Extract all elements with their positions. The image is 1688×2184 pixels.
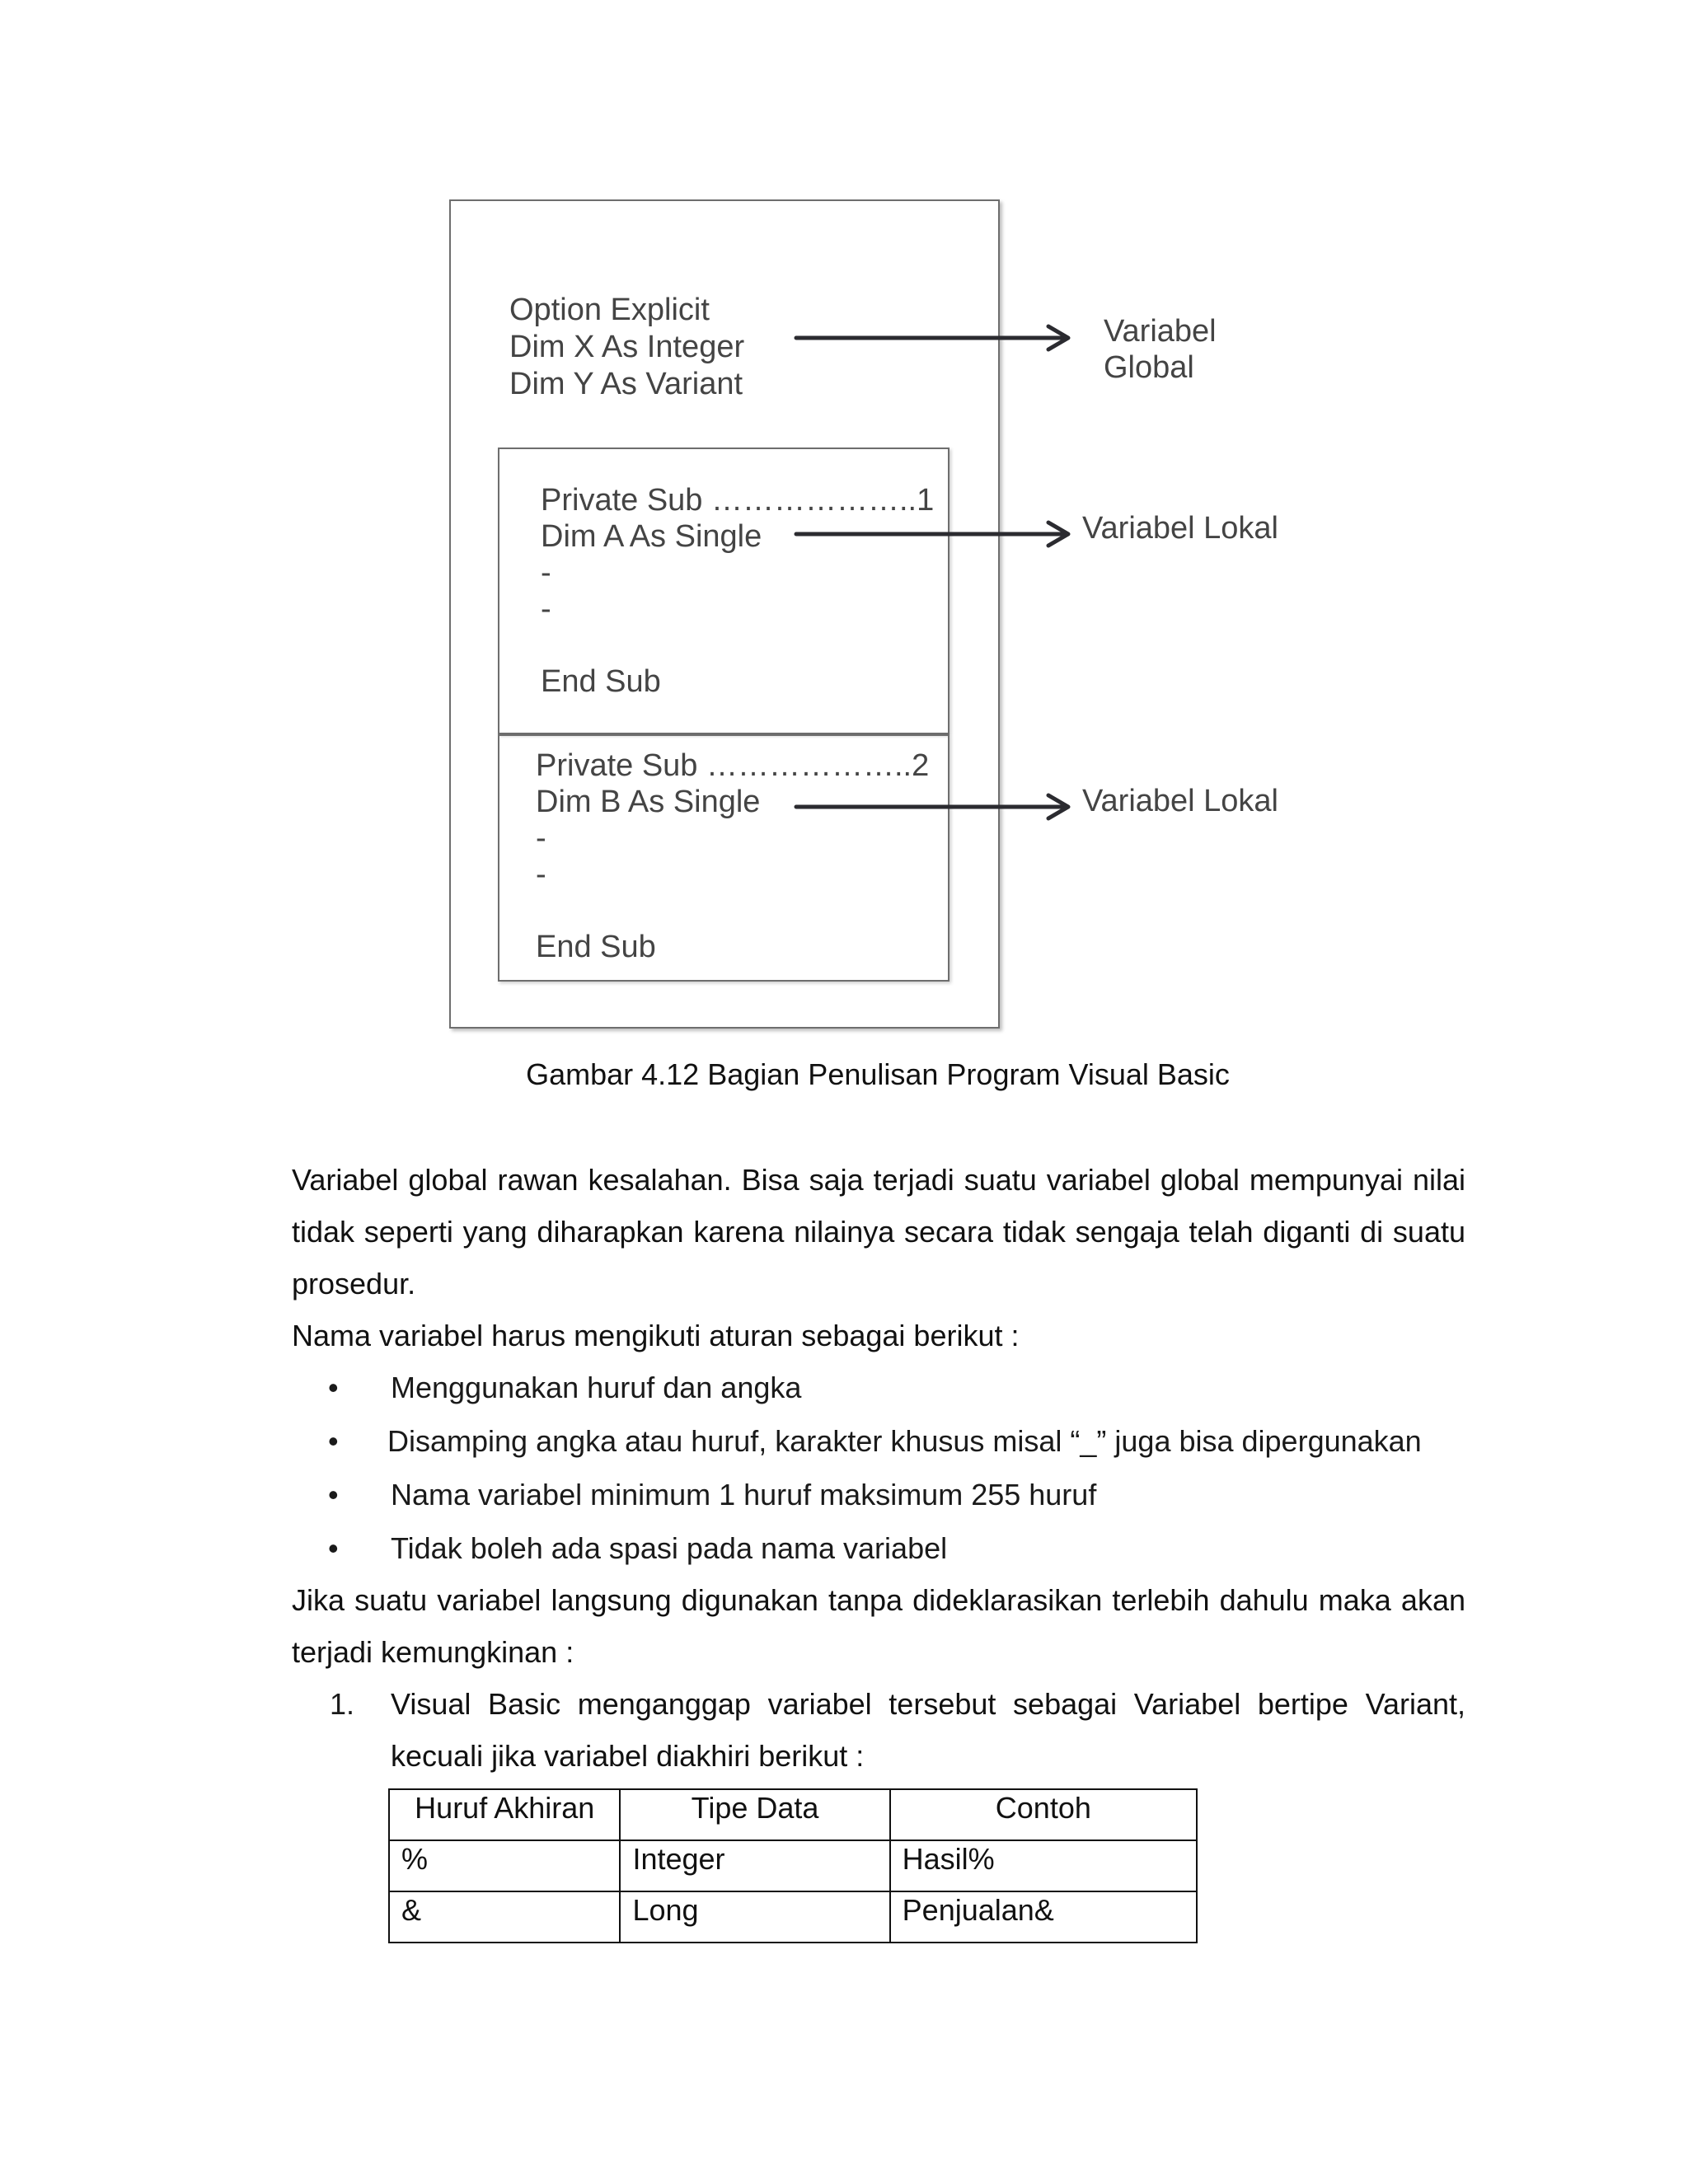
list-item-line: Visual Basic menganggap variabel tersebut sebagai Variabel bertipe Variant, <box>391 1687 1465 1721</box>
sub2-dash: - <box>536 821 546 855</box>
code-line: Dim Y As Variant <box>509 367 743 401</box>
table-cell: & <box>389 1891 620 1943</box>
label-variabel-global-line1: Variabel <box>1104 314 1217 349</box>
paragraph-line: Variabel global rawan kesalahan. Bisa saja terjadi suatu variabel global mempunyai nilai <box>292 1163 1465 1197</box>
arrowhead-global <box>1048 326 1068 349</box>
table-cell: Penjualan& <box>890 1891 1197 1943</box>
table-header-cell: Contoh <box>890 1789 1197 1840</box>
sub1-dash: - <box>541 592 551 626</box>
table-cell: % <box>389 1840 620 1891</box>
list-number: 1. <box>330 1687 355 1721</box>
sub2-declaration: Dim B As Single <box>536 785 761 819</box>
code-line: Option Explicit <box>509 293 710 327</box>
label-variabel-lokal-1: Variabel Lokal <box>1082 511 1279 546</box>
table-header-row <box>389 1789 1197 1840</box>
paragraph-line: tidak seperti yang diharapkan karena nilainya secara tidak sengaja telah diganti di suatu <box>292 1215 1465 1249</box>
bullet-item: Tidak boleh ada spasi pada nama variabel <box>391 1531 948 1565</box>
bullet-icon: • <box>328 1424 339 1458</box>
label-variabel-global-line2: Global <box>1104 350 1194 385</box>
table-row <box>389 1891 1197 1943</box>
bullet-item: Nama variabel minimum 1 huruf maksimum 255 huruf <box>391 1478 1097 1511</box>
sub1-dash: - <box>541 555 551 590</box>
label-variabel-lokal-2: Variabel Lokal <box>1082 784 1279 818</box>
suffix-type-table <box>388 1788 1198 1943</box>
global-declarations <box>509 292 744 403</box>
code-line: Dim X As Integer <box>509 330 745 364</box>
arrowhead-local-2 <box>1048 795 1068 818</box>
bullet-icon: • <box>328 1531 339 1565</box>
bullet-item: Menggunakan huruf dan angka <box>391 1371 802 1404</box>
bullet-icon: • <box>328 1478 339 1511</box>
bullet-icon: • <box>328 1371 339 1404</box>
sub2-end: End Sub <box>536 930 656 964</box>
sub1-end: End Sub <box>541 664 661 699</box>
paragraph-rules-intro: Nama variabel harus mengikuti aturan sebagai berikut : <box>292 1319 1020 1352</box>
list-item-line: kecuali jika variabel diakhiri berikut : <box>391 1739 865 1773</box>
sub1-declaration: Dim A As Single <box>541 519 762 554</box>
figure-caption: Gambar 4.12 Bagian Penulisan Program Visual Basic <box>526 1057 1230 1091</box>
table-cell: Long <box>620 1891 889 1943</box>
private-sub-2-box <box>498 734 950 982</box>
private-sub-1-box <box>498 448 950 734</box>
table-header-cell: Tipe Data <box>620 1789 889 1840</box>
table-cell: Integer <box>620 1840 889 1891</box>
table-cell: Hasil% <box>890 1840 1197 1891</box>
sub2-dash: - <box>536 857 546 892</box>
sub2-header: Private Sub ………………..2 <box>536 748 930 783</box>
arrowhead-local-1 <box>1048 523 1068 546</box>
bullet-item: Disamping angka atau huruf, karakter khusus misal “_” juga bisa dipergunakan <box>387 1424 1422 1458</box>
paragraph-line: Jika suatu variabel langsung digunakan tanpa dideklarasikan terlebih dahulu maka akan <box>292 1583 1465 1617</box>
paragraph-line: terjadi kemungkinan : <box>292 1635 574 1669</box>
sub1-header: Private Sub ………………..1 <box>541 483 935 518</box>
paragraph-line: prosedur. <box>292 1267 416 1301</box>
table-header-cell: Huruf Akhiran <box>389 1789 620 1840</box>
table-row <box>389 1840 1197 1891</box>
